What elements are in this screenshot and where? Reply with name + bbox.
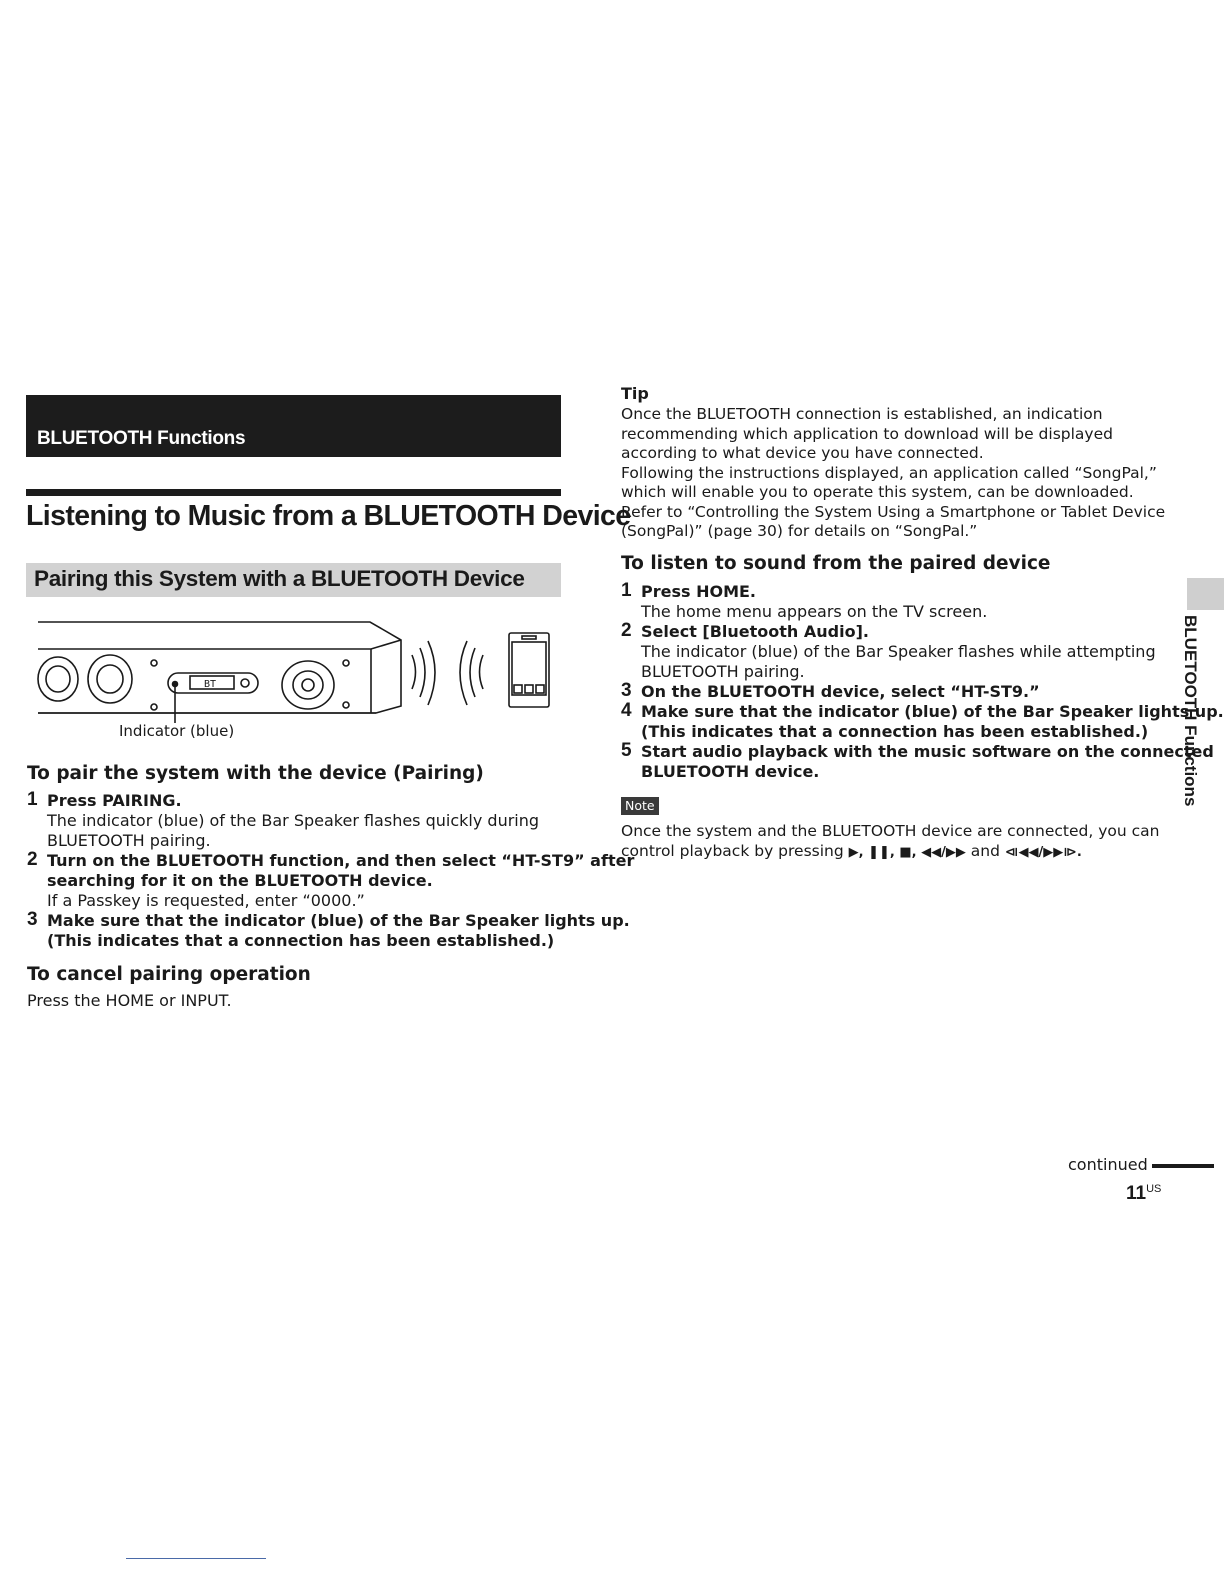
listen-heading: To listen to sound from the paired device — [621, 553, 1051, 574]
note-badge: Note — [621, 797, 659, 815]
step-number: 2 — [621, 620, 632, 641]
step-instruction: (This indicates that a connection has been established.) — [47, 931, 555, 950]
tip-body — [621, 405, 1165, 542]
bottom-rule — [126, 1558, 266, 1559]
step-instruction: Press PAIRING. — [47, 791, 182, 810]
page-number-value: 11 — [1126, 1183, 1147, 1204]
tip-line: (SongPal)” (page 30) for details on “SongPal.” — [621, 522, 978, 540]
skip-control-icons: ⧏◀◀/▶▶⧐. — [1004, 844, 1082, 860]
indicator-label: Indicator (blue) — [119, 722, 235, 740]
step-description: BLUETOOTH pairing. — [641, 662, 805, 681]
step-number: 3 — [27, 909, 38, 930]
listen-step-4 — [621, 700, 1224, 742]
page-number-suffix: US — [1146, 1183, 1162, 1195]
continued-rule — [1152, 1164, 1214, 1168]
subsection-title: Pairing this System with a BLUETOOTH Device — [34, 566, 525, 591]
step-instruction: searching for it on the BLUETOOTH device. — [47, 871, 433, 890]
step-instruction: BLUETOOTH device. — [641, 762, 820, 781]
note-text: control playback by pressing — [621, 841, 844, 860]
listen-step-2 — [621, 622, 1161, 682]
side-tab-label: BLUETOOTH Functions — [1181, 615, 1200, 807]
step-instruction: On the BLUETOOTH device, select “HT-ST9.” — [641, 682, 1040, 701]
section-banner-label: BLUETOOTH Functions — [37, 428, 246, 449]
side-tab — [1160, 615, 1218, 810]
pairing-steps — [27, 789, 635, 951]
continued-label: continued — [1068, 1155, 1148, 1174]
step-description: The indicator (blue) of the Bar Speaker flashes while attempting — [641, 642, 1156, 661]
step-instruction: Start audio playback with the music software on the connected — [641, 742, 1214, 761]
step-instruction: (This indicates that a connection has been established.) — [641, 722, 1149, 741]
speaker-display-text: BT — [204, 679, 217, 690]
subsection-banner — [26, 563, 561, 597]
note-line: Once the system and the BLUETOOTH device are connected, you can — [621, 822, 1160, 840]
step-number: 4 — [621, 700, 632, 721]
step-instruction: Make sure that the indicator (blue) of the Bar Speaker lights up. — [47, 911, 630, 930]
step-number: 1 — [27, 789, 38, 810]
step-instruction: Select [Bluetooth Audio]. — [641, 622, 869, 641]
step-instruction: Turn on the BLUETOOTH function, and then select “HT-ST9” after — [47, 851, 635, 870]
tip-line: Refer to “Controlling the System Using a Smartphone or Tablet Device — [621, 502, 1166, 521]
tip-line: according to what device you have connected. — [621, 444, 984, 462]
listen-step-1 — [621, 582, 1161, 622]
tip-line: Once the BLUETOOTH connection is established, an indication — [621, 405, 1103, 423]
tip-line: which will enable you to operate this system, can be downloaded. — [621, 483, 1134, 501]
step-description: BLUETOOTH pairing. — [47, 831, 211, 850]
title-rule — [26, 489, 561, 496]
step-description: If a Passkey is requested, enter “0000.” — [47, 891, 365, 910]
listen-step-3 — [621, 682, 1161, 702]
step-number: 2 — [27, 849, 38, 870]
section-banner — [26, 395, 561, 457]
step-description: The indicator (blue) of the Bar Speaker flashes quickly during — [47, 811, 540, 830]
page-title: Listening to Music from a BLUETOOTH Device — [26, 500, 631, 532]
cancel-body: Press the HOME or INPUT. — [27, 991, 232, 1010]
pairing-step-3 — [27, 909, 630, 951]
playback-control-icons: ▶, ❚❚, ■, ◀◀/▶▶ — [848, 844, 966, 860]
pairing-heading: To pair the system with the device (Pairing) — [27, 763, 484, 784]
step-instruction: Make sure that the indicator (blue) of the Bar Speaker lights up. — [641, 702, 1224, 721]
page-number — [1126, 1183, 1161, 1205]
step-instruction: Press HOME. — [641, 582, 757, 601]
tip-line: recommending which application to download will be displayed — [621, 424, 1113, 443]
side-tab-marker — [1187, 578, 1224, 610]
tip-line: Following the instructions displayed, an application called “SongPal,” — [621, 463, 1157, 482]
step-number: 1 — [621, 580, 632, 601]
step-description: The home menu appears on the TV screen. — [641, 602, 988, 621]
bar-speaker-illustration — [26, 615, 566, 725]
cancel-heading: To cancel pairing operation — [27, 964, 311, 985]
step-number: 5 — [621, 740, 632, 761]
pairing-step-2 — [27, 849, 635, 911]
note-body — [621, 822, 1159, 862]
step-number: 3 — [621, 680, 632, 701]
note-line — [621, 842, 1159, 863]
listen-step-5 — [621, 740, 1214, 782]
note-text: and — [970, 841, 1000, 860]
tip-title: Tip — [621, 384, 649, 403]
pairing-step-1 — [27, 791, 567, 851]
